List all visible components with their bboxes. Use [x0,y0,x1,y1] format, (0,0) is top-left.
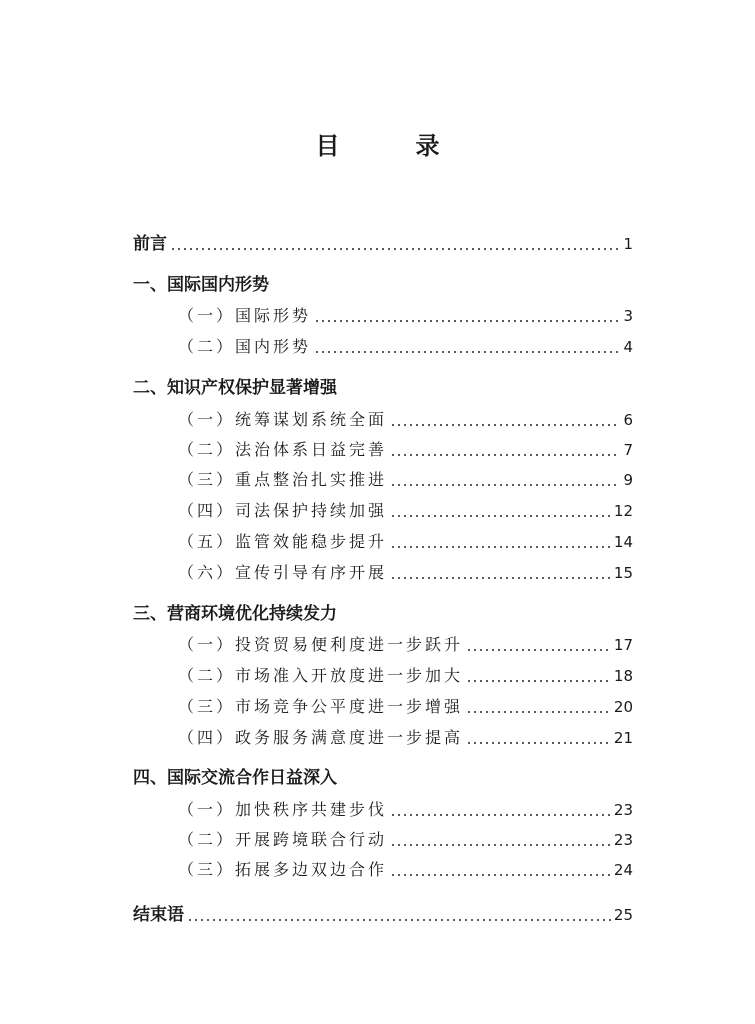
toc-entry-label: 结束语 [133,905,184,925]
toc-entry-preface[interactable] [133,230,633,254]
toc-entry[interactable] [178,406,633,430]
toc-entry-label: （一）统筹谋划系统全面 [178,410,388,429]
toc-entry-label: 前言 [133,234,167,254]
toc-entry[interactable] [178,693,633,717]
toc-entry-label: （三）拓展多边双边合作 [178,860,388,879]
dot-leader [390,874,611,876]
toc-entry-label: （二）市场准入开放度进一步加大 [178,666,464,685]
toc-entry[interactable] [178,528,633,552]
page-title: 目 录 [315,132,466,160]
dot-leader [390,844,611,846]
toc-page-number: 14 [613,533,633,551]
dot-leader [390,484,620,486]
dot-leader [390,546,611,548]
toc-entry[interactable] [178,466,633,490]
dot-leader [390,515,611,517]
section-heading[interactable]: 二、知识产权保护显著增强 [133,378,337,398]
section-heading[interactable]: 四、国际交流合作日益深入 [133,768,337,788]
dot-leader [390,577,611,579]
toc-entry-label: （一）国际形势 [178,306,312,325]
toc-entry[interactable] [178,826,633,850]
toc-page-number: 4 [623,338,633,356]
section-heading[interactable]: 一、国际国内形势 [133,275,269,295]
toc-entry-label: （二）法治体系日益完善 [178,440,388,459]
toc-entry[interactable] [178,796,633,820]
toc-page-number: 1 [623,235,633,253]
toc-entry[interactable] [178,856,633,880]
toc-entry-conclusion[interactable] [133,901,633,925]
toc-page-number: 24 [613,861,633,879]
dot-leader [170,248,620,250]
dot-leader [390,454,620,456]
dot-leader [314,320,620,322]
toc-entry[interactable] [178,631,633,655]
toc-entry-label: （一）加快秩序共建步伐 [178,800,388,819]
dot-leader [314,351,620,353]
toc-entry[interactable] [178,662,633,686]
toc-entry-label: （四）司法保护持续加强 [178,501,388,520]
toc-entry-label: （四）政务服务满意度进一步提高 [178,728,464,747]
toc-page-number: 3 [623,307,633,325]
toc-entry[interactable] [178,302,633,326]
dot-leader [466,649,611,651]
dot-leader [390,814,611,816]
toc-entry-label: （一）投资贸易便利度进一步跃升 [178,635,464,654]
toc-entry-label: （二）开展跨境联合行动 [178,830,388,849]
toc-entry-label: （五）监管效能稳步提升 [178,532,388,551]
toc-page-number: 9 [623,471,633,489]
toc-page-number: 23 [613,801,633,819]
toc-entry-label: （六）宣传引导有序开展 [178,563,388,582]
toc-page-number: 18 [613,667,633,685]
toc-entry[interactable] [178,724,633,748]
toc-page-number: 15 [613,564,633,582]
dot-leader [390,424,620,426]
toc-page-number: 23 [613,831,633,849]
toc-entry-label: （三）重点整治扎实推进 [178,470,388,489]
dot-leader [466,680,611,682]
toc-page-number: 20 [613,698,633,716]
dot-leader [187,919,611,921]
toc-page-number: 6 [623,411,633,429]
toc-page-number: 17 [613,636,633,654]
dot-leader [466,711,611,713]
toc-page-number: 25 [613,906,633,924]
toc-entry[interactable] [178,497,633,521]
toc-page-number: 12 [613,502,633,520]
toc-page-number: 7 [623,441,633,459]
toc-page-number: 21 [613,729,633,747]
toc-entry-label: （二）国内形势 [178,337,312,356]
toc-entry[interactable] [178,436,633,460]
dot-leader [466,742,611,744]
toc-entry[interactable] [178,559,633,583]
section-heading[interactable]: 三、营商环境优化持续发力 [133,604,337,624]
toc-entry-label: （三）市场竞争公平度进一步增强 [178,697,464,716]
toc-entry[interactable] [178,333,633,357]
